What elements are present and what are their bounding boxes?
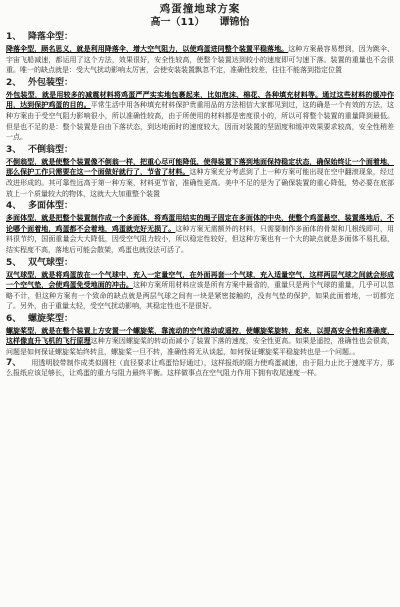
section-number: 2、: [6, 77, 22, 88]
author-name: 谭锦怡: [219, 17, 250, 28]
section-2: [6, 77, 394, 143]
section-discussion: 用透明胶带制作成类似圆柱（直径要求让鸡蛋恰好通过），这样报纸的阻力使鸡蛋减速，由于阻力止比于速度平方，那么报纸应该足够长，让鸡蛋的重力与阻力最终平衡。这样做事点在空气阻力作用下拥有收尾速度一样。: [6, 358, 395, 378]
section-heading-text: 降落伞型：: [28, 32, 74, 42]
section-body: [6, 157, 394, 199]
section-number: 5、: [6, 257, 22, 268]
section-1: [6, 31, 394, 76]
section-number: 1、: [6, 32, 22, 42]
section-discussion: 这种方案因螺旋桨的转动而减小了装置下落的速度，安全性更高。如果是遥控，准确性也会很高，问题是如何保证螺旋桨始终转且，螺旋桨一旦不转，准确性将无从谈起，如何保证螺旋桨平稳旋转也是一个问题。。: [6, 337, 395, 357]
section-definition: 外包装型，就是用较多的减震材料将鸡蛋严严实实地包裹起来，比如泡沫、棉花、各种填充材料等。通过这些材料的缓冲作用，达到保护鸡蛋的目的。: [6, 90, 394, 110]
section-definition: 不倒翁型，就是使整个装置像不倒翁一样，把重心尽可能降低，使得装置下落到地面保持稳定状态，确保始终让一个面着地，那么保护工作只需要在这一个面做好就行了，节省了材料。: [6, 157, 394, 177]
section-heading: [6, 313, 394, 326]
section-heading: [6, 144, 394, 157]
section-body: [6, 358, 394, 379]
section-body: [6, 213, 394, 255]
section-number: 7、: [6, 357, 22, 368]
section-number: 4、: [6, 201, 22, 212]
section-body: [6, 90, 394, 143]
section-definition: 双气球型，就是将鸡蛋放在一个气球中，充入一定量空气，在外面再套一个气球，充入适量空气，这样两层气球之间就会形成一个空气垫，会使鸡蛋免受地面的冲击。: [6, 270, 394, 290]
section-body: [6, 326, 394, 358]
section-heading-text: 多面体型：: [28, 201, 74, 212]
section-7: [6, 358, 394, 379]
section-6: [6, 313, 394, 358]
section-discussion: 这种方案充分考虑到了上一种方案可能出现在空中翻滚现象，经过改进形成的。其可靠性远高于第一种方案，材料更节省，准确性更高。美中不足的是为了确保装置的重心降低，势必要在底部放上一个质量较大的物体，这就大大加重整个装置: [6, 168, 395, 198]
section-heading-text: 不倒翁型：: [28, 144, 74, 155]
section-number: 3、: [6, 144, 22, 155]
section-heading-text: 双气球型：: [28, 257, 74, 268]
section-heading: [6, 31, 394, 44]
section-discussion: 平常生活中用各种填充材料保护贵重用品的方法相信大家都见到过，这的确是一个有效的方法，这种方案由于受空气阻力影响很小，所以准确性较高，由于所使用的材料都是密度很小的，所以可将整个装置的重量降到最低。但是也不足的是：整个装置是自由下落状态，到达地面时的速度较大，因而对装置的坚固度和缓冲效果要求较高，安全性稍差一点。: [6, 101, 395, 142]
section-body: [6, 270, 394, 312]
section-definition: 降落伞型，顾名思义，就是利用降落伞，增大空气阻力，以使鸡蛋进同整个装置平稳落地。: [6, 45, 289, 53]
section-discussion: 这种方案所用材料应该是所有方案中最省的，重量只是两个气球的重量，几乎可以忽略不计，但这种方案有一个致命的缺点就是两层气球之间有一块是紧密接触的，没有气垫的保护，如果此面着地，一切都完了。另外，由于重量太轻，受空气扰动影响，其稳定性也不是很好。: [6, 281, 394, 311]
section-heading-text: 螺旋桨型：: [28, 313, 74, 324]
section-heading: [6, 77, 394, 90]
section-3: [6, 144, 394, 199]
section-discussion: 这种方案无需额外的材料，只需要制作多面体的骨架和几根线即可，用料很节约，国面重量会大大降低，因受空气阻力较小，所以稳定性较好，但这种方案也有一个大的缺点就是多面体不易扎稳，结实程度不高，落地后可能会散架，鸡蛋也就没法可活了。: [6, 224, 395, 254]
section-heading-text: 外包装型：: [28, 77, 74, 88]
section-heading: [6, 200, 394, 213]
section-heading: [6, 257, 394, 270]
section-discussion: 这种方案最容易想到，因为跳伞、宇宙飞船减速，都运用了这个方法，效果很好，安全性较高，使整个装置达到较小的速度即可匀速下落。装置的重量也不会很重。唯一的缺点就是：受大气扰动影响太厉害，会使安装装置飘忽不定，准确性较差，往往不能落到指定位置: [6, 45, 395, 75]
document-title: 鸡蛋撞地球方案: [159, 3, 241, 15]
section-5: [6, 257, 394, 312]
class-label: 高一（11）: [150, 17, 205, 28]
section-4: [6, 200, 394, 255]
section-number: 6、: [6, 313, 22, 324]
document-subtitle: [0, 16, 400, 30]
section-definition: 多面体型，就是把整个装置制作成一个多面体，将鸡蛋用结实的绳子固定在多面体的中央，使整个鸡蛋悬空，装置落地后，不论哪个面着地，鸡蛋都不会着地，鸡蛋就完好无损了。: [6, 214, 394, 233]
section-definition: 螺旋桨型，就是在整个装置上方安置一个螺旋桨，靠流动的空气推动或遥控，使螺旋桨旋转，起来，以提高安全性和准确度，这样像直升飞机的飞行原理: [6, 326, 394, 346]
section-body: [6, 44, 394, 76]
